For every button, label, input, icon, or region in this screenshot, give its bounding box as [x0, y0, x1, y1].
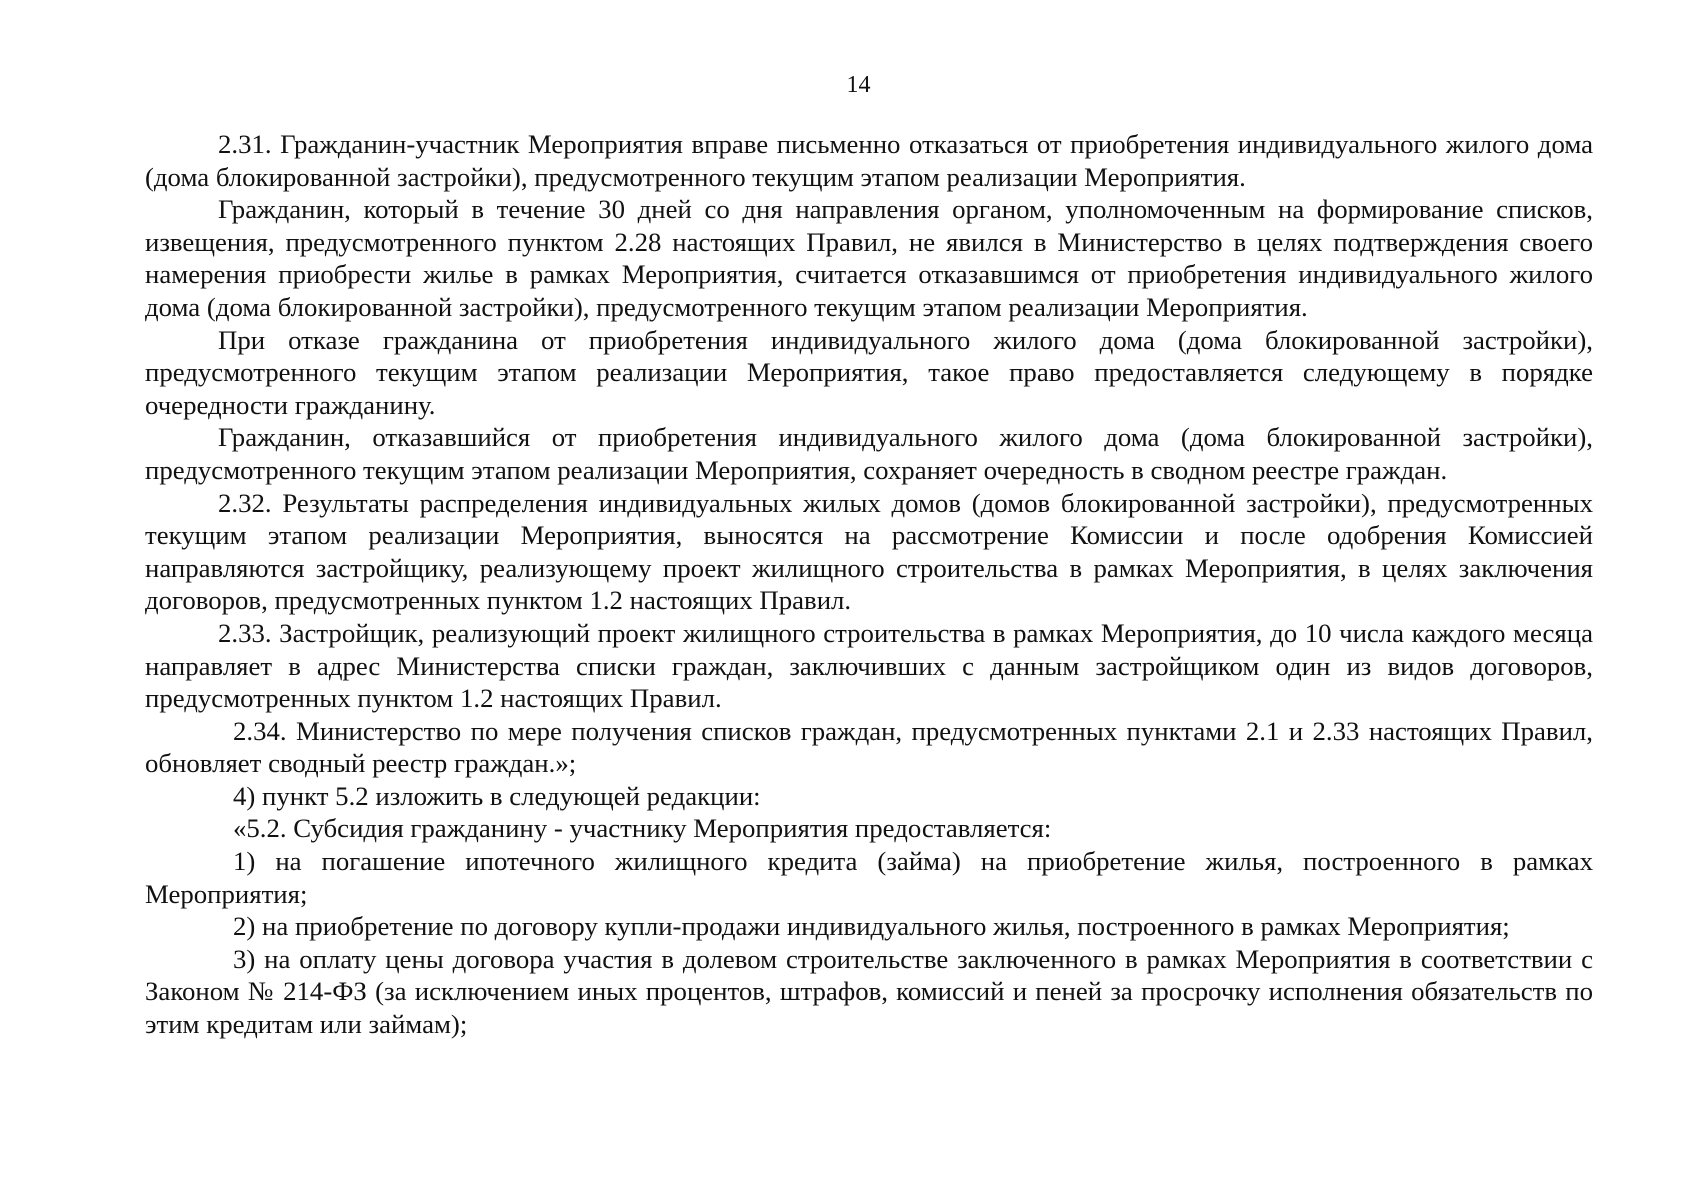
paragraph-refusal-transfer: При отказе гражданина от приобретения индивидуального жилого дома (дома блокированной застройки), предусмотренного текущим этапом реализации Мероприятия, такое право предоставляется следующему в порядке очередности гражданину. [145, 324, 1593, 420]
list-item-2: 2) на приобретение по договору купли-продажи индивидуального жилья, построенного в рамках Мероприятия; [233, 911, 1510, 942]
paragraph-refused-citizen-queue: Гражданин, отказавшийся от приобретения индивидуального жилого дома (дома блокированной застройки), предусмотренного текущим этапом реализации Мероприятия, сохраняет очередность в сводном реестре граждан. [145, 422, 1593, 485]
document-body [145, 128, 1593, 1041]
paragraph-2-32: 2.32. Результаты распределения индивидуальных жилых домов (домов блокированной застройки), предусмотренных текущим этапом реализации Мероприятия, выносятся на рассмотрение Комиссии и после одобрения Комиссией направляются застройщику, реализующему проект жилищного строительства в рамках Мероприятия, в целях заключения договоров, предусмотренных пунктом 1.2 настоящих Правил. [145, 487, 1593, 616]
page-number: 14 [846, 72, 871, 98]
paragraph-citizen-30-days: Гражданин, который в течение 30 дней со дня направления органом, уполномоченным на формирование списков, извещения, предусмотренного пунктом 2.28 настоящих Правил, не явился в Министерство в целях подтверждения своего намерения приобрести жилье в рамках Мероприятия, считается отказавшимся от приобретения индивидуального жилого дома (дома блокированной застройки), предусмотренного текущим этапом реализации Мероприятия. [145, 194, 1593, 322]
paragraph-item-4: 4) пункт 5.2 изложить в следующей редакции: [233, 780, 761, 811]
paragraph-2-34: 2.34. Министерство по мере получения списков граждан, предусмотренных пунктами 2.1 и 2.33 настоящих Правил, обновляет сводный реестр граждан.»; [145, 715, 1593, 779]
paragraph-2-31: 2.31. Гражданин-участник Мероприятия вправе письменно отказаться от приобретения индивидуального жилого дома (дома блокированной застройки), предусмотренного текущим этапом реализации Мероприятия. [145, 129, 1593, 192]
paragraph-5-2: «5.2. Субсидия гражданину - участнику Мероприятия предоставляется: [233, 813, 1052, 844]
list-item-1: 1) на погашение ипотечного жилищного кредита (займа) на приобретение жилья, построенного в рамках Мероприятия; [145, 846, 1593, 909]
paragraph-2-33: 2.33. Застройщик, реализующий проект жилищного строительства в рамках Мероприятия, до 10 числа каждого месяца направляет в адрес Министерства списки граждан, заключивших с данным застройщиком один из видов договоров, предусмотренных пунктом 1.2 настоящих Правил. [145, 617, 1593, 714]
list-item-3: 3) на оплату цены договора участия в долевом строительстве заключенного в рамках Мероприятия в соответствии с Законом № 214-ФЗ (за исключением иных процентов, штрафов, комиссий и пеней за просрочку исполнения обязательств по этим кредитам или займам); [145, 943, 1593, 1040]
